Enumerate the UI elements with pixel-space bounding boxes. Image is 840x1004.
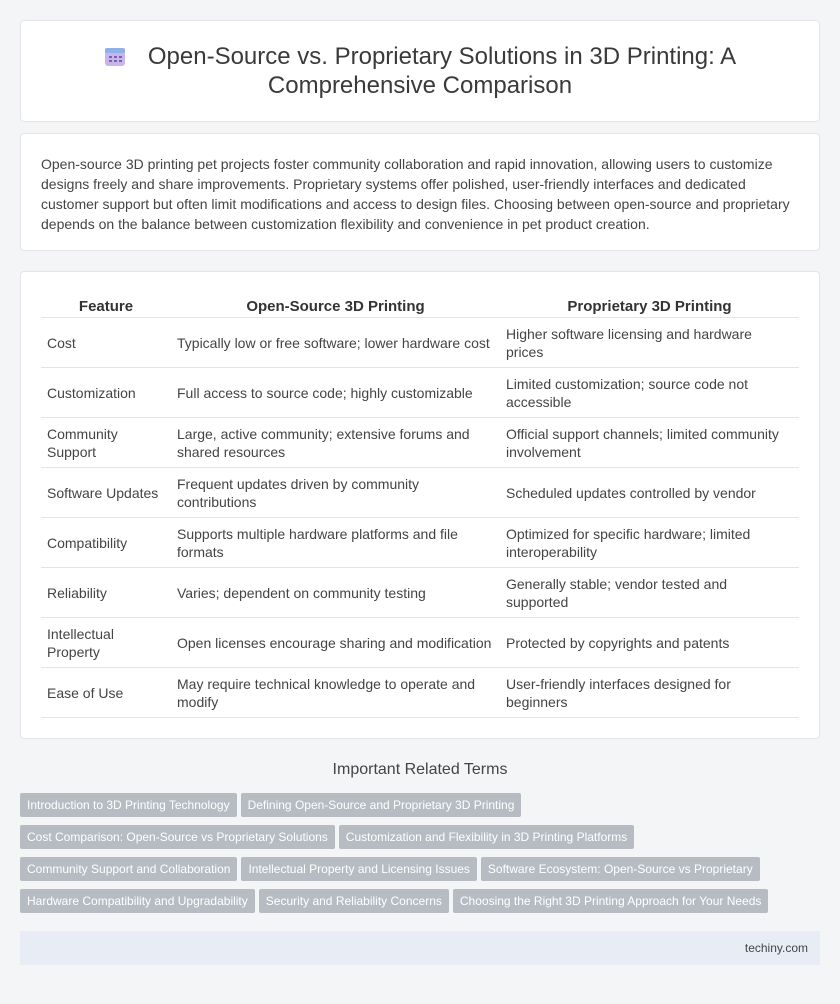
page-title [61, 42, 779, 100]
related-terms-tags [0, 793, 840, 921]
related-term-tag[interactable]: Cost Comparison: Open-Source vs Proprietary Solutions [20, 825, 335, 849]
open-source-cell: Varies; dependent on community testing [171, 568, 500, 618]
feature-cell: Intellectual Property [41, 618, 171, 668]
open-source-cell: Typically low or free software; lower hardware cost [171, 318, 500, 368]
page-header [20, 20, 820, 122]
related-term-tag[interactable]: Introduction to 3D Printing Technology [20, 793, 237, 817]
feature-cell: Ease of Use [41, 668, 171, 718]
open-source-cell: May require technical knowledge to operate and modify [171, 668, 500, 718]
table-row [41, 318, 799, 368]
column-header: Feature [41, 292, 171, 318]
table-row [41, 668, 799, 718]
proprietary-cell: Scheduled updates controlled by vendor [500, 468, 799, 518]
feature-cell: Compatibility [41, 518, 171, 568]
related-term-tag[interactable]: Security and Reliability Concerns [259, 889, 449, 913]
table-row [41, 568, 799, 618]
proprietary-cell: Protected by copyrights and patents [500, 618, 799, 668]
open-source-cell: Full access to source code; highly customizable [171, 368, 500, 418]
related-term-tag[interactable]: Community Support and Collaboration [20, 857, 237, 881]
page-footer [20, 931, 820, 965]
comparison-card [20, 271, 820, 739]
open-source-cell: Frequent updates driven by community contributions [171, 468, 500, 518]
open-source-cell: Supports multiple hardware platforms and file formats [171, 518, 500, 568]
related-term-tag[interactable]: Customization and Flexibility in 3D Printing Platforms [339, 825, 634, 849]
related-terms-section [0, 761, 840, 921]
proprietary-cell: Higher software licensing and hardware prices [500, 318, 799, 368]
related-term-tag[interactable]: Intellectual Property and Licensing Issues [241, 857, 476, 881]
related-term-tag[interactable]: Choosing the Right 3D Printing Approach for Your Needs [453, 889, 769, 913]
table-header-row [41, 292, 799, 318]
feature-cell: Reliability [41, 568, 171, 618]
feature-cell: Customization [41, 368, 171, 418]
related-term-tag[interactable]: Defining Open-Source and Proprietary 3D Printing [241, 793, 522, 817]
feature-cell: Cost [41, 318, 171, 368]
table-row [41, 618, 799, 668]
column-header: Proprietary 3D Printing [500, 292, 799, 318]
proprietary-cell: Limited customization; source code not accessible [500, 368, 799, 418]
proprietary-cell: Optimized for specific hardware; limited interoperability [500, 518, 799, 568]
comparison-table [41, 292, 799, 718]
proprietary-cell: Generally stable; vendor tested and supported [500, 568, 799, 618]
table-row [41, 418, 799, 468]
table-row [41, 468, 799, 518]
proprietary-cell: User-friendly interfaces designed for beginners [500, 668, 799, 718]
column-header: Open-Source 3D Printing [171, 292, 500, 318]
site-link[interactable]: techiny.com [744, 941, 808, 955]
intro-paragraph: Open-source 3D printing pet projects foster community collaboration and rapid innovation, allowing users to customize designs freely and share improvements. Proprietary systems offer polished, user-friendly interfaces and dedicated customer support but often limit modifications and access to design files. Choosing between open-source and proprietary depends on the balance between customization flexibility and convenience in pet product creation. [20, 133, 820, 251]
open-source-cell: Open licenses encourage sharing and modification [171, 618, 500, 668]
related-term-tag[interactable]: Hardware Compatibility and Upgradability [20, 889, 255, 913]
open-source-cell: Large, active community; extensive forums and shared resources [171, 418, 500, 468]
related-term-tag[interactable]: Software Ecosystem: Open-Source vs Proprietary [481, 857, 760, 881]
feature-cell: Software Updates [41, 468, 171, 518]
proprietary-cell: Official support channels; limited community involvement [500, 418, 799, 468]
feature-cell: Community Support [41, 418, 171, 468]
page-title-text: Open-Source vs. Proprietary Solutions in 3D Printing: A Comprehensive Comparison [147, 43, 737, 99]
table-row [41, 518, 799, 568]
calendar-icon [104, 45, 126, 67]
table-row [41, 368, 799, 418]
related-terms-title: Important Related Terms [332, 761, 508, 778]
